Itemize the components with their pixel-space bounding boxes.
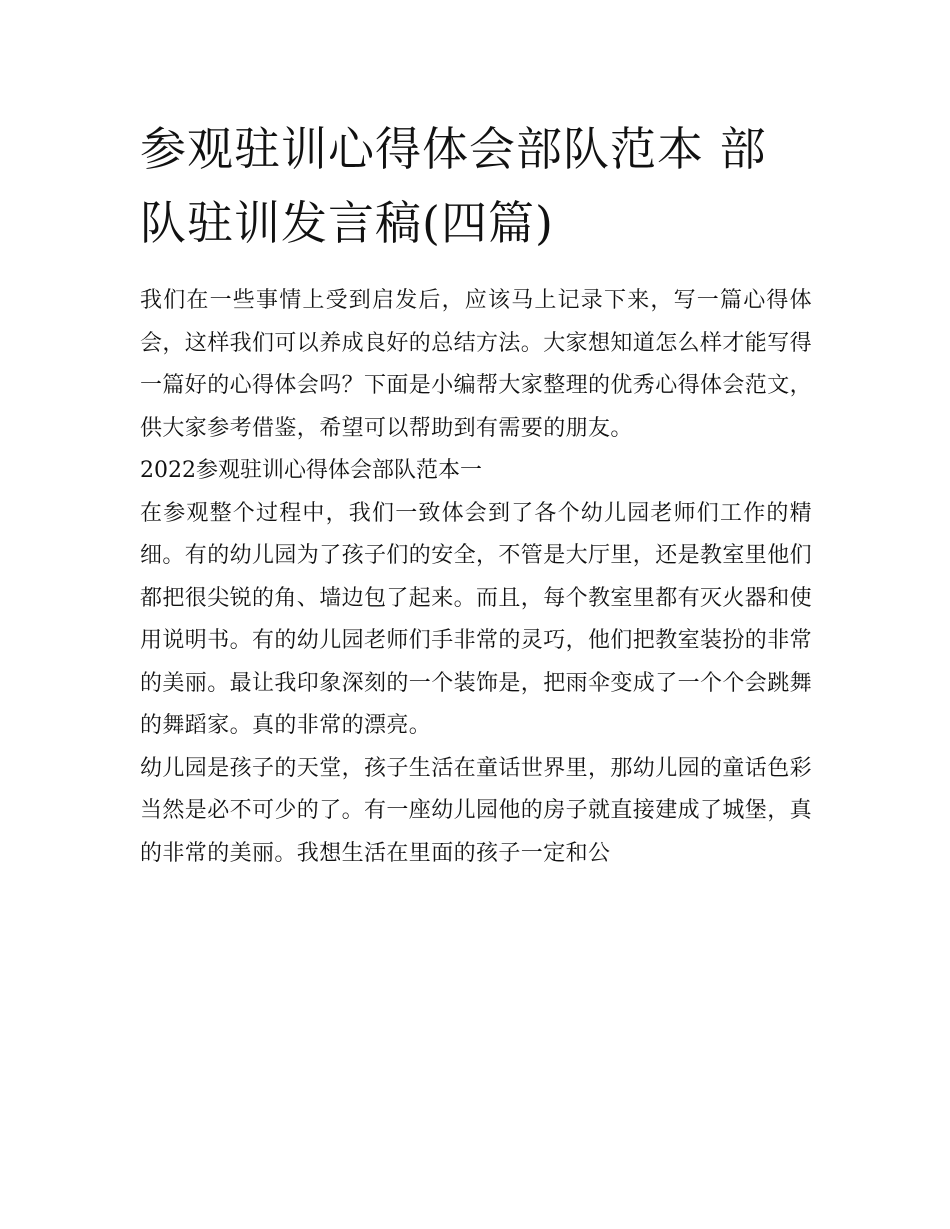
document-page bbox=[140, 112, 812, 875]
document-title: 参观驻训心得体会部队范本 部队驻训发言稿(四篇) bbox=[140, 122, 767, 250]
intro-paragraph: 我们在一些事情上受到启发后，应该马上记录下来，写一篇心得体会，这样我们可以养成良好的总结方法。大家想知道怎么样才能写得一篇好的心得体会吗？下面是小编帮大家整理的优秀心得体会范文，供大家参考借鉴，希望可以帮助到有需要的朋友。 bbox=[140, 288, 813, 441]
document-body bbox=[140, 280, 812, 875]
section-heading: 2022参观驻训心得体会部队范本一 bbox=[140, 458, 482, 483]
body-paragraph-2: 幼儿园是孩子的天堂，孩子生活在童话世界里，那幼儿园的童话色彩当然是必不可少的了。有一座幼儿园他的房子就直接建成了城堡，真的非常的美丽。我想生活在里面的孩子一定和公 bbox=[140, 755, 813, 866]
body-paragraph-1: 在参观整个过程中，我们一致体会到了各个幼儿园老师们工作的精细。有的幼儿园为了孩子们的安全，不管是大厅里，还是教室里他们都把很尖锐的角、墙边包了起来。而且，每个教室里都有灭火器和使用说明书。有的幼儿园老师们手非常的灵巧，他们把教室装扮的非常的美丽。最让我印象深刻的一个装饰是，把雨伞变成了一个个会跳舞的舞蹈家。真的非常的漂亮。 bbox=[140, 500, 813, 738]
